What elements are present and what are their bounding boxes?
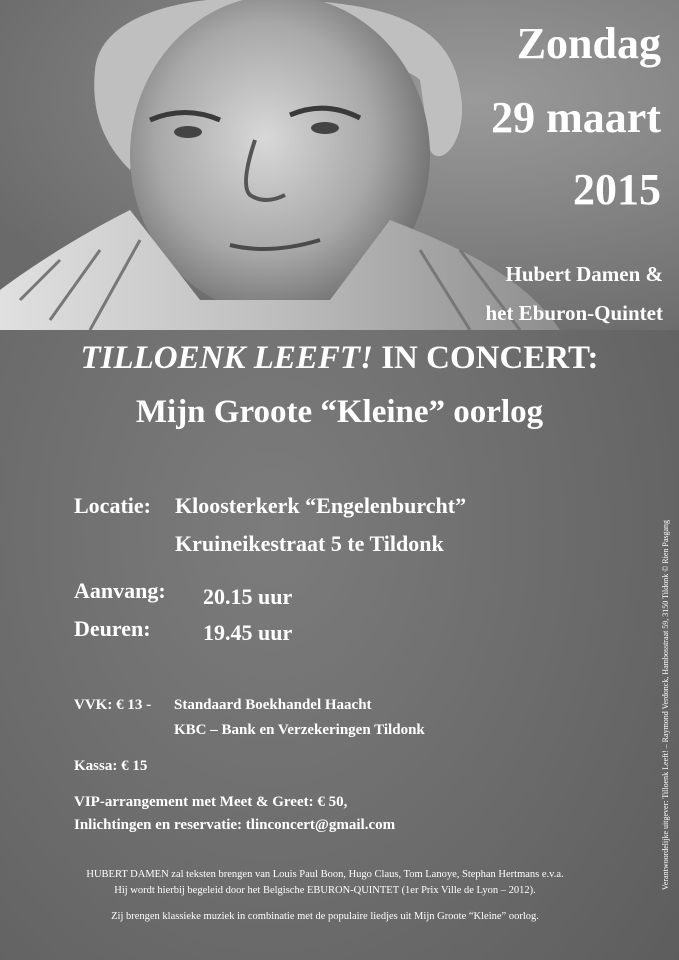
footer-line-3: Zij brengen klassieke muziek in combinatie met de populaire liedjes uit Mijn Groote “Kleine” oorlog. <box>111 911 539 922</box>
performer-line-1: Hubert Damen & <box>505 262 663 286</box>
date-weekday: Zondag <box>516 19 661 68</box>
presale-label: VVK: € 13 - <box>74 697 152 713</box>
concert-subtitle: Mijn Groote “Kleine” oorlog <box>135 394 544 430</box>
doors-value: 19.45 uur <box>203 620 293 645</box>
location-venue: Kloosterkerk “Engelenburcht” <box>175 493 467 518</box>
concert-title-rest: IN CONCERT: <box>372 340 599 376</box>
footer-line-2: Hij wordt hierbij begeleid door het Belgische EBURON-QUINTET (1er Prix Ville de Lyon – 2012). <box>114 885 536 896</box>
presale-outlet-1: Standaard Boekhandel Haacht <box>174 697 372 713</box>
location-label: Locatie: <box>74 493 151 518</box>
start-label: Aanvang: <box>74 578 166 603</box>
performer-line-2: het Eburon-Quintet <box>485 301 663 325</box>
vip-arrangement: VIP-arrangement met Meet & Greet: € 50, <box>74 794 348 810</box>
footer-line-1: HUBERT DAMEN zal teksten brengen van Louis Paul Boon, Hugo Claus, Tom Lanoye, Stephan Hertmans e.v.a. <box>86 869 564 880</box>
publisher-credits: Verantwoordelijke uitgever: Tilloenk Leeft! – Raymond Verdonck, Hambosstraat 59, 3150 Tildonk © Rien Pasgang <box>661 519 670 891</box>
start-value: 20.15 uur <box>203 584 293 609</box>
presale-outlet-2: KBC – Bank en Verzekeringen Tildonk <box>174 722 425 738</box>
location-address: Kruineikestraat 5 te Tildonk <box>175 531 444 556</box>
reservation-info: Inlichtingen en reservatie: tlinconcert@gmail.com <box>74 817 396 833</box>
doors-label: Deuren: <box>74 616 151 641</box>
concert-title <box>0 340 679 377</box>
date-year: 2015 <box>573 165 661 214</box>
box-office-price: Kassa: € 15 <box>74 758 148 774</box>
concert-title-italic: TILLOENK LEEFT! <box>80 340 373 376</box>
date-day-month: 29 maart <box>491 93 661 142</box>
